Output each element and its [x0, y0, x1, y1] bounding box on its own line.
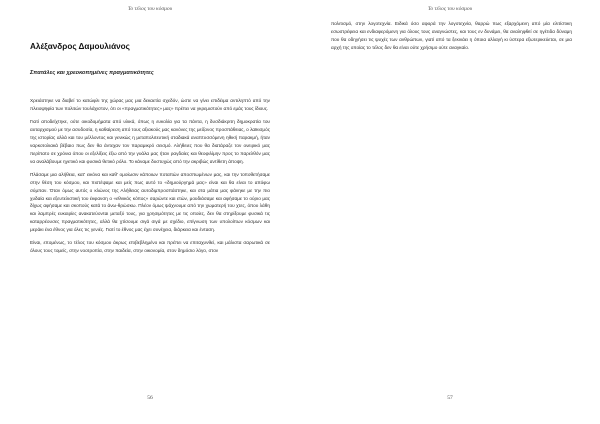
body-text	[331, 20, 572, 57]
running-header: Το τέλος του κόσμου	[427, 6, 473, 12]
page-number: 57	[447, 395, 453, 401]
paragraph: πολιτισμό, στην λογοτεχνία. Ειδικά όσο αφορά την λογοτεχνία, θαρρώ πως εξαρχόμενη από μία ελιτίστικη εσωστρέφεια και ενδιαφερόμενη για όλους τους αναγνώστες, και τους εν δυνάμει, θα αναληφθεί σε ηγέτιδα δύναμη που θα οδηγήσει τις ψυχές των ανθρώπων, γιατί από τα ξεκινάει η όποια αλλαγή κι ύστερα εξωτερικεύεται, σε μια αρχή της οποίας το τέλος δεν θα είναι ούτε χρήσιμο ούτε αναγκαίο.	[331, 21, 572, 50]
paragraph: Γιατί αποδείχτηκε, ούτε οικοδομήματα από υλικά, όπως η ευκολία για τα πάντα, η δυσδιάκριτη δημοκρατία του αυταρχισμού με την ασυδοσία, η καθαίρεση από τους αξιακούς μας κανόνες της μείζονος προσπάθειας, ο λαϊκισμός της ιστορίας αλλά και του μέλλοντος και γενικώς η μεταπολιτευτική σταδιακά αναπτυσσόμενη ηθική παρακμή, ήταν ναρκοτολιακά βέβαιο πως δεν θα άντεχαν τον παραμικρό σεισμό. Αλήθειες που θα διατάραζε τον ονειρικό μας περίπατο σε χρόνια όπου οι εξελίξεις έξω από την γυάλα μας ήταν ραγδαίες και θεοφιλίμην προς το παρελθόν μας να αναλάβουμε ηγετικό και φυσικά θετικό ρόλο. Το κάναμε δυστυχώς από την ακριβώς αντίθετη άποψη.	[30, 119, 270, 164]
page-number: 56	[147, 395, 153, 401]
right-page	[300, 0, 600, 424]
paragraph: Χρειάστηκε να διαβεί το κατώφλι της χώρας μας μια δεκαετία σχεδόν, ώστε να γίνει επιδέιμα αντιληπτό από την πλειοψηφία των πολιτών τουλάχιστον, ότι οι «πραγματικότητες» μας» πρέπει να γκρεμιστούν από εμάς τους ίδιους.	[30, 98, 270, 111]
body-text	[30, 97, 270, 261]
author-name: Αλέξανδρος Δαμουλιάνος	[30, 42, 130, 51]
paragraph: Είναι, επομένως, το τέλος του κόσμου άκρως επιβεβλημένο και πρέπει να επιταχυνθεί, και μάλιστα σαρωτικά σε όλους τους τομείς, στην νοοτροπία, στην παιδεία, στην οικονομία, στον δημόσιο λόγο, στον	[30, 240, 270, 254]
running-header: Το τέλος του κόσμου	[127, 6, 173, 12]
paragraph: Πλάσαμε μια αλήθεια, κατ' εικόνα και καθ' ομοίωσιν κάποιων ποταπών αποσπωμένων μας, και την τοποθετήσαμε στην θέση του κόσμου, και πιστέψαμε και μείς πως αυτό το «δημιούργημά μας» είναι και θα είναι το απόφω σύμπαν. Όταν όμως αυτός ο κλώνος της Αλήθειας αυτοδιμπροσπάστηκε, και στα μάτια μας φάνηκε με την πιο χυδαία και εξευτελιστική του έκφανση ο «εθνικός κόπος» σαρώντε και ετών, μουδιάσαμε και αφήσαμε το ούριο μας δίχως αφήσαμε και σκοπούς κατά το άνω-θρώσκω. Πλέον όμως ψάχνουμε από την χωματερή του χτες, όπου λάθη και λαμπρές ευκαιρίες ανακατεύονται μεταξύ τους, για χρησιμότητες με τις οποίες, δεν θα στηρίξουμε φυσικά τις καταρρέουσες πραγματικότητες, αλλά θα χτίσουμε σιγά σιγά με σχέδιο, επίγνωση των υπολοίπων κόσμων και μεράκι ένα έθνος για όλες τις γενιές. Γιατί το έθνος μας έχει συνέχεια, διάρκεια και ένταση.	[30, 171, 270, 233]
article-title: Σπατάλες και χρεοκοπημένες πραγματικότητες	[30, 70, 154, 76]
